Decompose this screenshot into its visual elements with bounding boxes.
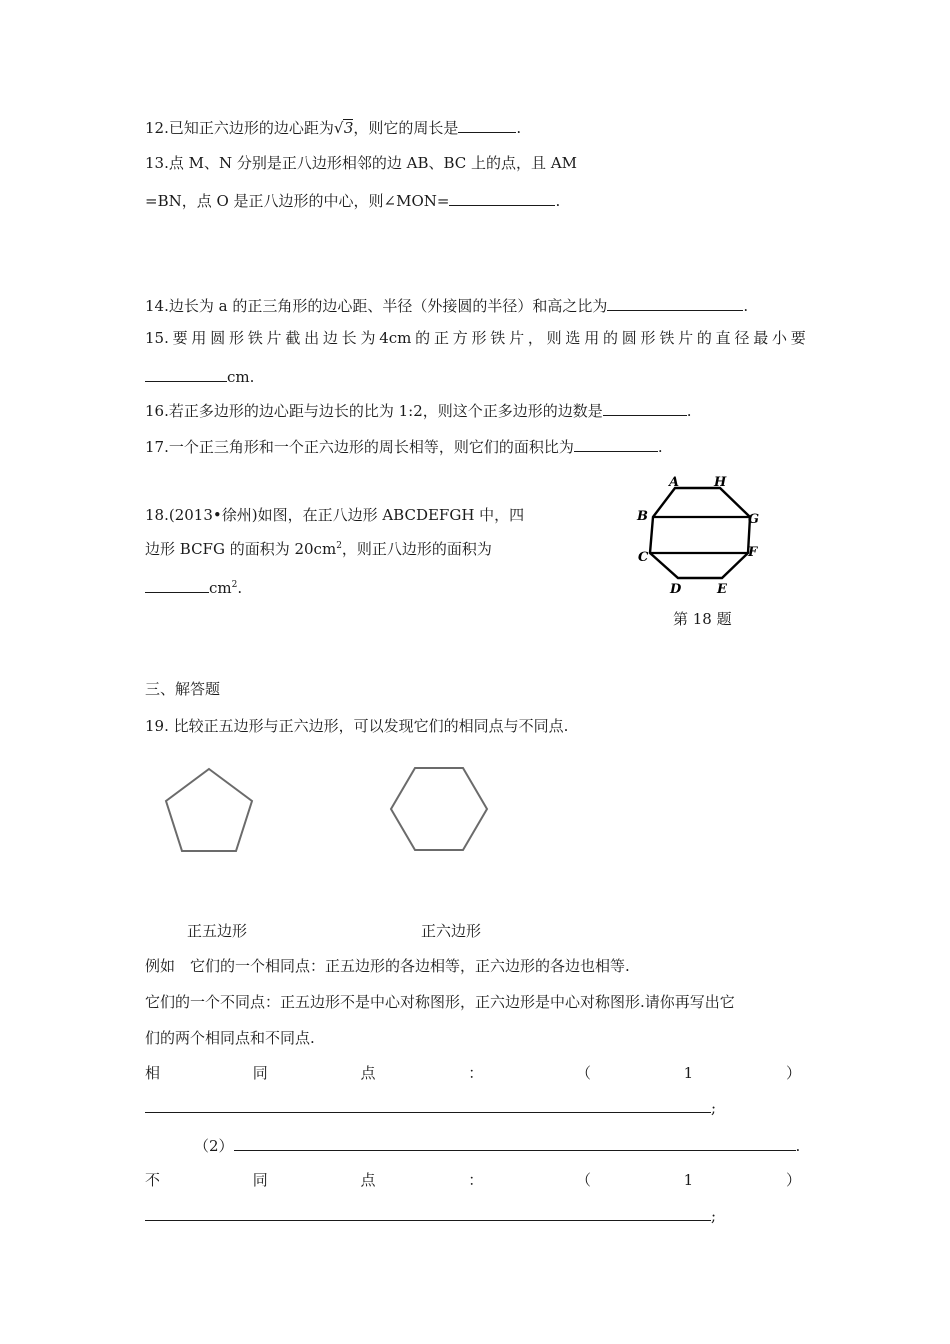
same-heading-char: ） bbox=[785, 1064, 801, 1082]
q17-answer-blank[interactable] bbox=[574, 436, 658, 452]
q15-line1-char: 的 bbox=[415, 329, 431, 347]
section-title: 三、解答题 bbox=[145, 680, 221, 698]
same-point-2-line: （2） . bbox=[194, 1137, 801, 1155]
vertex-label-f: F bbox=[748, 545, 758, 560]
hexagon-label: 正六边形 bbox=[421, 922, 482, 940]
different-points-heading bbox=[145, 1170, 801, 1190]
q15-line1-char: 则 bbox=[546, 329, 562, 347]
question-14: 14.边长为 a 的正三角形的边心距、半径（外接圆的半径）和高之比为 . bbox=[145, 297, 749, 315]
diff-heading-char: 不 bbox=[145, 1171, 161, 1189]
octagon-figure bbox=[620, 465, 780, 605]
diff-heading-char: 同 bbox=[252, 1171, 268, 1189]
question-17: 17.一个正三角形和一个正六边形的周长相等，则它们的面积比为 . bbox=[145, 438, 663, 456]
q15-line1-char: 4cm bbox=[379, 329, 412, 347]
q15-line1-char: 要 bbox=[790, 329, 806, 347]
vertex-label-d: D bbox=[670, 582, 682, 597]
q15-line1-char: 形 bbox=[228, 329, 244, 347]
q15-line1-char: 为 bbox=[360, 329, 376, 347]
q15-line1-char: 径 bbox=[734, 329, 750, 347]
pentagon-label: 正五边形 bbox=[187, 922, 248, 940]
q15-line1-char: 边 bbox=[322, 329, 338, 347]
question-18-line3: $cm^2$. bbox=[145, 577, 242, 598]
q15-line1-char: 直 bbox=[715, 329, 731, 347]
same-heading-char: 点 bbox=[360, 1064, 376, 1082]
q15-line1-char: ， bbox=[527, 329, 543, 347]
q12-answer-blank[interactable] bbox=[458, 117, 516, 133]
q19-intro: 19. 比较正五边形与正六边形，可以发现它们的相同点与不同点. bbox=[145, 717, 569, 735]
q15-line1-char: 用 bbox=[584, 329, 600, 347]
q18-answer-blank[interactable] bbox=[145, 577, 209, 593]
same-point-2-label: （2） bbox=[194, 1137, 234, 1155]
diff-point-1-line: ; bbox=[145, 1205, 716, 1226]
q18-line1: 18.(2013•徐州)如图，在正八边形 ABCDEFGH 中，四 bbox=[145, 506, 525, 524]
same-points-heading bbox=[145, 1063, 801, 1083]
vertex-label-g: G bbox=[748, 512, 760, 527]
q16-answer-blank[interactable] bbox=[603, 400, 687, 416]
q15-line1-char: 铁 bbox=[490, 329, 506, 347]
q15-line1-char: 用 bbox=[191, 329, 207, 347]
diff-heading-char: ： bbox=[468, 1171, 484, 1189]
q12-suffix: ，则它的周长是 bbox=[353, 119, 459, 137]
q15-line1-char: 长 bbox=[341, 329, 357, 347]
question-13-line2: =BN，点 O 是正八边形的中心，则∠MON= . bbox=[145, 192, 561, 210]
q15-line1-char: 选 bbox=[565, 329, 581, 347]
q15-line1-char: 截 bbox=[285, 329, 301, 347]
question-15-line2 bbox=[145, 366, 254, 387]
q15-line1-char: 形 bbox=[471, 329, 487, 347]
q15-line1-char: 的 bbox=[696, 329, 712, 347]
q15-line1-char: 出 bbox=[304, 329, 320, 347]
q12-radicand: 3 bbox=[343, 119, 354, 137]
pentagon-figure bbox=[160, 762, 260, 857]
vertex-label-b: B bbox=[637, 509, 648, 524]
q15-line1-char: 铁 bbox=[659, 329, 675, 347]
difference-text-line2: 们的两个相同点和不同点. bbox=[145, 1029, 315, 1047]
q15-line1-char: 圆 bbox=[210, 329, 226, 347]
q17-text: 17.一个正三角形和一个正六边形的周长相等，则它们的面积比为 bbox=[145, 438, 574, 456]
question-15-line1 bbox=[145, 328, 806, 348]
difference-text-line1: 它们的一个不同点：正五边形不是中心对称图形，正六边形是中心对称图形.请你再写出它 bbox=[145, 993, 735, 1011]
q15-line1-char: 片 bbox=[509, 329, 525, 347]
same-heading-char: 同 bbox=[252, 1064, 268, 1082]
same-point-1-line: ; bbox=[145, 1097, 716, 1118]
q15-line1-char: 正 bbox=[433, 329, 449, 347]
q15-line1-char: 片 bbox=[266, 329, 282, 347]
q15-unit: cm. bbox=[227, 368, 255, 386]
q13-answer-blank[interactable] bbox=[449, 190, 555, 206]
q15-line1-char: 小 bbox=[772, 329, 788, 347]
diff-heading-char: ） bbox=[785, 1171, 801, 1189]
example-text: 例如 它们的一个相同点：正五边形的各边相等，正六边形的各边也相等. bbox=[145, 957, 630, 975]
q13-line1: 13.点 M、N 分别是正八边形相邻的边 AB、BC 上的点，且 AM bbox=[145, 154, 578, 172]
same-heading-char: 相 bbox=[145, 1064, 161, 1082]
same-point-2-blank[interactable] bbox=[234, 1135, 796, 1151]
hexagon-figure bbox=[385, 762, 495, 857]
diff-heading-char: 点 bbox=[360, 1171, 376, 1189]
q15-line1-char: 的 bbox=[602, 329, 618, 347]
q12-prefix: 12.已知正六边形的边心距为 bbox=[145, 119, 334, 137]
q15-line1-char: 铁 bbox=[247, 329, 263, 347]
vertex-label-h: H bbox=[714, 475, 727, 490]
q15-line1-char: 片 bbox=[678, 329, 694, 347]
q14-text: 14.边长为 a 的正三角形的边心距、半径（外接圆的半径）和高之比为 bbox=[145, 297, 608, 315]
question-18-line2: 边形 BCFG 的面积为 $20cm^2$，则正八边形的面积为 bbox=[145, 540, 492, 558]
sqrt-symbol: √ 3 bbox=[333, 119, 354, 137]
vertex-label-a: A bbox=[669, 475, 680, 490]
q15-line1-char: 要 bbox=[172, 329, 188, 347]
q13-line2: =BN，点 O 是正八边形的中心，则∠MON= bbox=[145, 192, 450, 210]
question-12: 12.已知正六边形的边心距为 √ 3，则它的周长是 . bbox=[145, 119, 522, 137]
figure-18-caption: 第 18 题 bbox=[673, 610, 732, 628]
q14-answer-blank[interactable] bbox=[607, 295, 743, 311]
hexagon-shape bbox=[391, 768, 487, 850]
diff-point-1-blank[interactable] bbox=[145, 1205, 711, 1221]
q15-line1-char: 方 bbox=[452, 329, 468, 347]
q16-text: 16.若正多边形的边心距与边长的比为 1:2，则这个正多边形的边数是 bbox=[145, 402, 603, 420]
same-heading-char: 1 bbox=[683, 1064, 694, 1082]
vertex-label-c: C bbox=[638, 550, 649, 565]
octagon-shape bbox=[650, 488, 750, 578]
question-16: 16.若正多边形的边心距与边长的比为 1:2，则这个正多边形的边数是 . bbox=[145, 402, 692, 420]
q15-line1-char: 15. bbox=[145, 329, 169, 347]
q15-line1-char: 圆 bbox=[621, 329, 637, 347]
same-heading-char: ： bbox=[468, 1064, 484, 1082]
q15-answer-blank[interactable] bbox=[145, 366, 227, 382]
diff-heading-char: 1 bbox=[683, 1171, 694, 1189]
same-point-1-blank[interactable] bbox=[145, 1097, 711, 1113]
q15-line1-char: 形 bbox=[640, 329, 656, 347]
same-heading-char: （ bbox=[575, 1064, 591, 1082]
vertex-label-e: E bbox=[717, 582, 727, 597]
diff-heading-char: （ bbox=[575, 1171, 591, 1189]
q15-line1-char: 最 bbox=[753, 329, 769, 347]
pentagon-shape bbox=[166, 769, 252, 851]
